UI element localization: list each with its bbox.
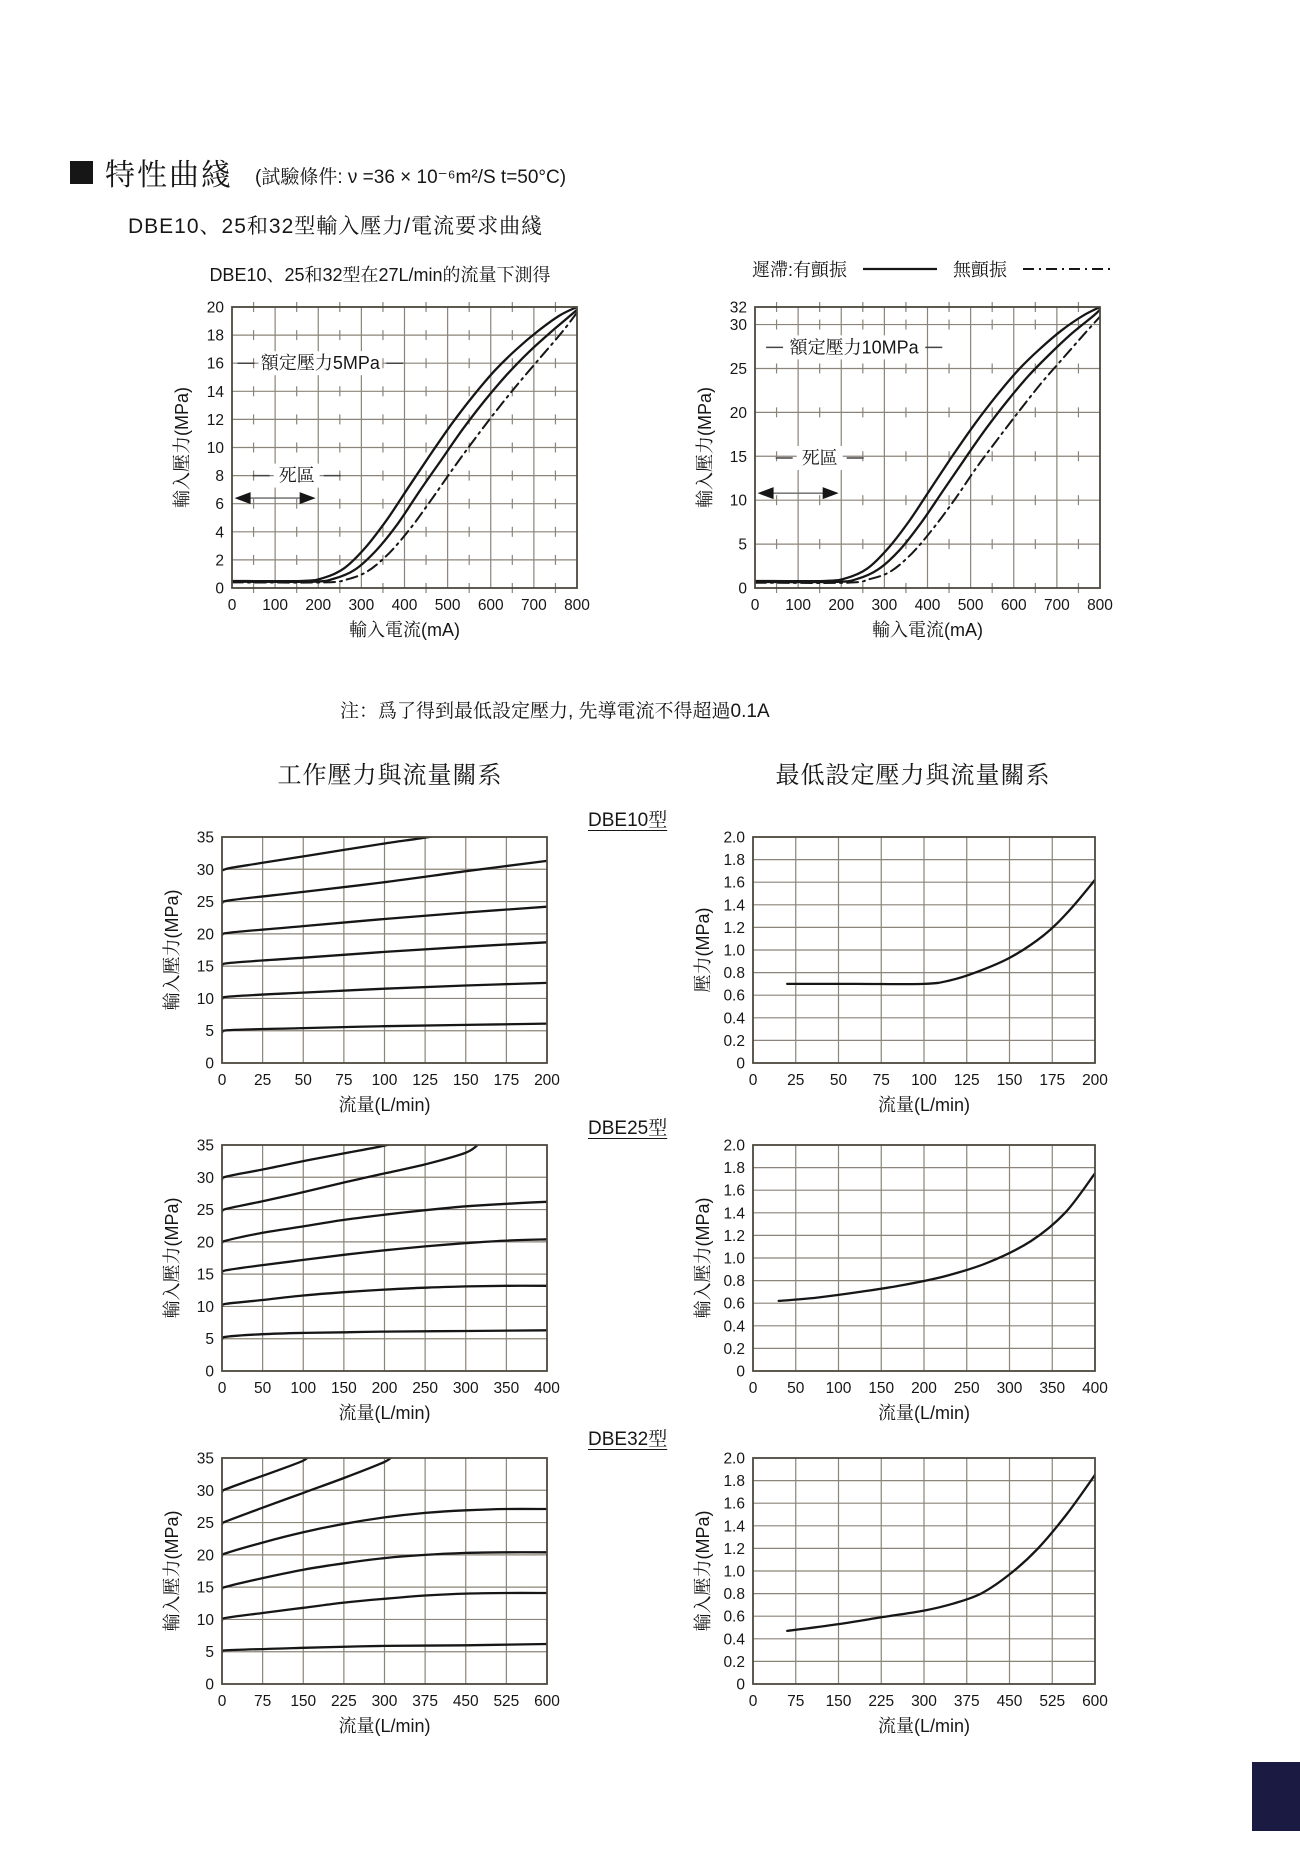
svg-text:525: 525 xyxy=(1039,1693,1066,1710)
svg-text:輸入電流(mA): 輸入電流(mA) xyxy=(349,620,460,640)
svg-text:0: 0 xyxy=(750,597,760,614)
svg-text:14: 14 xyxy=(206,383,224,401)
svg-text:50: 50 xyxy=(787,1380,805,1397)
svg-text:1.4: 1.4 xyxy=(723,1205,745,1223)
svg-text:450: 450 xyxy=(996,1693,1023,1710)
svg-text:150: 150 xyxy=(290,1693,317,1710)
legend-dashdot-label: 無顫振 xyxy=(953,260,1008,280)
svg-text:5: 5 xyxy=(205,1023,214,1041)
svg-text:800: 800 xyxy=(564,597,590,614)
svg-text:5: 5 xyxy=(205,1331,214,1349)
svg-text:300: 300 xyxy=(911,1693,937,1710)
svg-text:400: 400 xyxy=(534,1380,560,1397)
svg-text:0: 0 xyxy=(748,1072,758,1089)
chart-dbe10-working-pressure xyxy=(155,822,575,1127)
svg-text:50: 50 xyxy=(829,1072,848,1089)
svg-text:0: 0 xyxy=(736,1055,745,1073)
svg-text:5: 5 xyxy=(738,536,747,554)
svg-text:2.0: 2.0 xyxy=(723,1450,745,1468)
svg-text:16: 16 xyxy=(206,355,224,373)
svg-text:175: 175 xyxy=(1039,1072,1066,1089)
svg-text:1.8: 1.8 xyxy=(723,852,745,870)
section-title-working-pressure: 工作壓力與流量關系 xyxy=(277,762,503,789)
svg-text:輸入壓力(MPa): 輸入壓力(MPa) xyxy=(172,387,192,508)
chart-dbe25-working-pressure xyxy=(155,1130,575,1435)
svg-text:0.8: 0.8 xyxy=(723,1273,745,1291)
svg-text:0.6: 0.6 xyxy=(723,987,745,1005)
svg-text:20: 20 xyxy=(196,1547,214,1565)
svg-text:100: 100 xyxy=(785,597,812,614)
svg-text:0.6: 0.6 xyxy=(723,1608,745,1626)
svg-text:流量(L/min): 流量(L/min) xyxy=(338,1403,431,1423)
footnote: 注：爲了得到最低設定壓力, 先導電流不得超過0.1A xyxy=(340,701,770,722)
svg-text:20: 20 xyxy=(196,1234,214,1252)
svg-text:0.6: 0.6 xyxy=(723,1295,745,1313)
svg-text:150: 150 xyxy=(825,1693,852,1710)
svg-text:0.4: 0.4 xyxy=(723,1318,745,1336)
svg-text:0: 0 xyxy=(748,1380,758,1397)
page-header xyxy=(70,150,566,194)
svg-text:125: 125 xyxy=(412,1072,439,1089)
svg-text:1.4: 1.4 xyxy=(723,897,745,915)
svg-text:15: 15 xyxy=(196,958,214,976)
svg-text:150: 150 xyxy=(330,1380,357,1397)
svg-text:流量(L/min): 流量(L/min) xyxy=(338,1716,431,1736)
svg-text:0: 0 xyxy=(215,580,224,598)
page-edge-tab xyxy=(1252,1762,1300,1831)
svg-text:1.2: 1.2 xyxy=(723,1540,745,1558)
svg-text:35: 35 xyxy=(196,1137,214,1155)
svg-text:300: 300 xyxy=(871,597,898,614)
svg-text:600: 600 xyxy=(1000,597,1027,614)
svg-text:400: 400 xyxy=(914,597,941,614)
svg-text:死區: 死區 xyxy=(801,448,838,469)
svg-text:0: 0 xyxy=(217,1380,227,1397)
svg-text:800: 800 xyxy=(1087,597,1113,614)
svg-text:流量(L/min): 流量(L/min) xyxy=(877,1403,971,1423)
svg-text:10: 10 xyxy=(196,1611,214,1629)
svg-text:輸入壓力(MPa): 輸入壓力(MPa) xyxy=(695,387,715,508)
svg-text:200: 200 xyxy=(371,1380,398,1397)
svg-text:10: 10 xyxy=(729,492,747,510)
svg-text:225: 225 xyxy=(868,1693,895,1710)
svg-text:250: 250 xyxy=(953,1380,980,1397)
svg-text:0: 0 xyxy=(217,1693,227,1710)
svg-text:200: 200 xyxy=(534,1072,560,1089)
svg-text:100: 100 xyxy=(825,1380,852,1397)
legend-solid-label: 遲滯:有顫振 xyxy=(752,260,848,280)
svg-text:15: 15 xyxy=(196,1579,214,1597)
svg-text:額定壓力5MPa: 額定壓力5MPa xyxy=(260,353,380,374)
svg-text:流量(L/min): 流量(L/min) xyxy=(877,1716,971,1736)
svg-text:350: 350 xyxy=(1039,1380,1066,1397)
svg-text:1.8: 1.8 xyxy=(723,1473,745,1491)
chart-dbe10-min-pressure xyxy=(686,822,1116,1127)
svg-text:350: 350 xyxy=(493,1380,520,1397)
svg-text:10: 10 xyxy=(206,440,224,457)
svg-text:2: 2 xyxy=(215,552,224,570)
svg-text:30: 30 xyxy=(729,317,747,335)
svg-text:流量(L/min): 流量(L/min) xyxy=(877,1095,971,1115)
svg-text:0.2: 0.2 xyxy=(723,1032,745,1050)
chart-dbe32-min-pressure xyxy=(686,1443,1116,1748)
svg-text:0.8: 0.8 xyxy=(723,965,745,983)
svg-text:600: 600 xyxy=(534,1693,560,1710)
svg-text:200: 200 xyxy=(828,597,855,614)
svg-text:400: 400 xyxy=(391,597,418,614)
svg-text:1.8: 1.8 xyxy=(723,1160,745,1178)
svg-text:75: 75 xyxy=(335,1072,353,1089)
svg-text:25: 25 xyxy=(787,1072,805,1089)
section-bullet-square xyxy=(70,161,93,184)
svg-text:2.0: 2.0 xyxy=(723,829,745,847)
svg-text:300: 300 xyxy=(348,597,375,614)
chart-iv-rated-10mpa xyxy=(688,292,1118,658)
svg-text:25: 25 xyxy=(196,894,214,912)
svg-text:75: 75 xyxy=(787,1693,805,1710)
svg-text:0: 0 xyxy=(217,1072,227,1089)
svg-text:100: 100 xyxy=(371,1072,398,1089)
svg-text:0: 0 xyxy=(205,1055,214,1073)
svg-text:輸入壓力(MPa): 輸入壓力(MPa) xyxy=(162,1510,182,1632)
svg-text:600: 600 xyxy=(477,597,504,614)
svg-text:死區: 死區 xyxy=(278,465,315,486)
svg-text:0: 0 xyxy=(736,1363,745,1381)
svg-text:150: 150 xyxy=(452,1072,479,1089)
svg-text:額定壓力10MPa: 額定壓力10MPa xyxy=(789,337,919,358)
svg-text:0.8: 0.8 xyxy=(723,1586,745,1604)
svg-text:375: 375 xyxy=(953,1693,980,1710)
svg-text:1.0: 1.0 xyxy=(723,942,745,960)
svg-text:流量(L/min): 流量(L/min) xyxy=(338,1095,431,1115)
svg-text:525: 525 xyxy=(493,1693,520,1710)
svg-text:0.4: 0.4 xyxy=(723,1631,745,1649)
model-label-dbe10: DBE10型 xyxy=(588,810,668,831)
model-label-dbe32: DBE32型 xyxy=(588,1429,668,1450)
svg-text:0: 0 xyxy=(748,1693,758,1710)
svg-text:75: 75 xyxy=(254,1693,272,1710)
svg-text:25: 25 xyxy=(196,1515,214,1533)
svg-text:175: 175 xyxy=(493,1072,520,1089)
svg-text:125: 125 xyxy=(953,1072,980,1089)
svg-text:150: 150 xyxy=(868,1380,895,1397)
svg-text:200: 200 xyxy=(1082,1072,1108,1089)
svg-text:0: 0 xyxy=(736,1676,745,1694)
svg-text:輸入電流(mA): 輸入電流(mA) xyxy=(872,620,983,640)
svg-text:20: 20 xyxy=(729,404,747,422)
svg-text:150: 150 xyxy=(996,1072,1023,1089)
hysteresis-legend xyxy=(752,256,1117,282)
svg-text:4: 4 xyxy=(215,524,224,542)
svg-text:1.6: 1.6 xyxy=(723,1495,745,1513)
svg-text:10: 10 xyxy=(196,990,214,1008)
svg-text:15: 15 xyxy=(729,448,747,466)
svg-text:1.2: 1.2 xyxy=(723,1227,745,1245)
svg-text:1.6: 1.6 xyxy=(723,874,745,892)
model-label-dbe25: DBE25型 xyxy=(588,1118,668,1139)
svg-text:輸入壓力(MPa): 輸入壓力(MPa) xyxy=(693,1197,713,1319)
svg-text:600: 600 xyxy=(1082,1693,1108,1710)
svg-text:20: 20 xyxy=(206,299,224,317)
svg-text:1.6: 1.6 xyxy=(723,1182,745,1200)
svg-text:8: 8 xyxy=(215,468,224,486)
svg-text:壓力(MPa): 壓力(MPa) xyxy=(693,907,713,993)
svg-text:0: 0 xyxy=(205,1363,214,1381)
svg-text:輸入壓力(MPa): 輸入壓力(MPa) xyxy=(693,1510,713,1632)
svg-text:500: 500 xyxy=(957,597,984,614)
test-conditions: (試驗條件: ν =36 × 10⁻⁶m²/S t=50°C) xyxy=(255,166,567,188)
svg-text:700: 700 xyxy=(1043,597,1070,614)
svg-text:250: 250 xyxy=(412,1380,439,1397)
svg-text:2.0: 2.0 xyxy=(723,1137,745,1155)
svg-text:18: 18 xyxy=(206,327,224,345)
curves-subtitle: DBE10、25和32型輸入壓力/電流要求曲綫 xyxy=(128,215,544,238)
svg-text:0.2: 0.2 xyxy=(723,1653,745,1671)
svg-text:0.2: 0.2 xyxy=(723,1340,745,1358)
chart-iv-rated-5mpa xyxy=(165,292,595,658)
svg-text:1.0: 1.0 xyxy=(723,1250,745,1268)
svg-text:1.2: 1.2 xyxy=(723,919,745,937)
svg-text:0: 0 xyxy=(205,1676,214,1694)
svg-text:輸入壓力(MPa): 輸入壓力(MPa) xyxy=(162,889,182,1011)
svg-text:輸入壓力(MPa): 輸入壓力(MPa) xyxy=(162,1197,182,1319)
svg-text:30: 30 xyxy=(196,1169,214,1187)
solid-line-icon xyxy=(861,263,939,275)
chart-dbe32-working-pressure xyxy=(155,1443,575,1748)
svg-text:5: 5 xyxy=(205,1644,214,1662)
svg-text:700: 700 xyxy=(520,597,547,614)
svg-text:0.4: 0.4 xyxy=(723,1010,745,1028)
svg-text:400: 400 xyxy=(1082,1380,1108,1397)
svg-text:1.0: 1.0 xyxy=(723,1563,745,1581)
svg-text:50: 50 xyxy=(254,1380,272,1397)
svg-text:32: 32 xyxy=(729,299,747,317)
svg-text:0: 0 xyxy=(227,597,237,614)
dashdot-line-icon xyxy=(1021,263,1117,275)
svg-text:25: 25 xyxy=(196,1202,214,1220)
page-title: 特性曲綫 xyxy=(105,159,233,192)
svg-text:200: 200 xyxy=(911,1380,937,1397)
chart-dbe25-min-pressure xyxy=(686,1130,1116,1435)
svg-text:100: 100 xyxy=(262,597,289,614)
svg-text:100: 100 xyxy=(911,1072,937,1089)
iv-chart-title: DBE10、25和32型在27L/min的流量下測得 xyxy=(209,265,551,285)
svg-text:0: 0 xyxy=(738,580,747,598)
svg-text:300: 300 xyxy=(371,1693,398,1710)
svg-text:20: 20 xyxy=(196,926,214,944)
svg-text:300: 300 xyxy=(996,1380,1023,1397)
svg-text:25: 25 xyxy=(254,1072,272,1089)
svg-text:1.4: 1.4 xyxy=(723,1518,745,1536)
svg-text:300: 300 xyxy=(452,1380,479,1397)
svg-text:375: 375 xyxy=(412,1693,439,1710)
svg-text:35: 35 xyxy=(196,829,214,847)
svg-text:450: 450 xyxy=(452,1693,479,1710)
svg-text:225: 225 xyxy=(330,1693,357,1710)
svg-text:50: 50 xyxy=(294,1072,312,1089)
svg-text:75: 75 xyxy=(872,1072,890,1089)
svg-text:15: 15 xyxy=(196,1266,214,1284)
svg-text:100: 100 xyxy=(290,1380,317,1397)
svg-text:200: 200 xyxy=(305,597,332,614)
svg-text:6: 6 xyxy=(215,496,224,514)
section-title-min-pressure: 最低設定壓力與流量關系 xyxy=(775,762,1051,789)
svg-text:35: 35 xyxy=(196,1450,214,1468)
svg-text:30: 30 xyxy=(196,1482,214,1500)
svg-text:30: 30 xyxy=(196,861,214,879)
svg-text:25: 25 xyxy=(729,360,747,378)
svg-text:500: 500 xyxy=(434,597,461,614)
svg-text:10: 10 xyxy=(196,1298,214,1316)
svg-text:12: 12 xyxy=(206,411,224,429)
